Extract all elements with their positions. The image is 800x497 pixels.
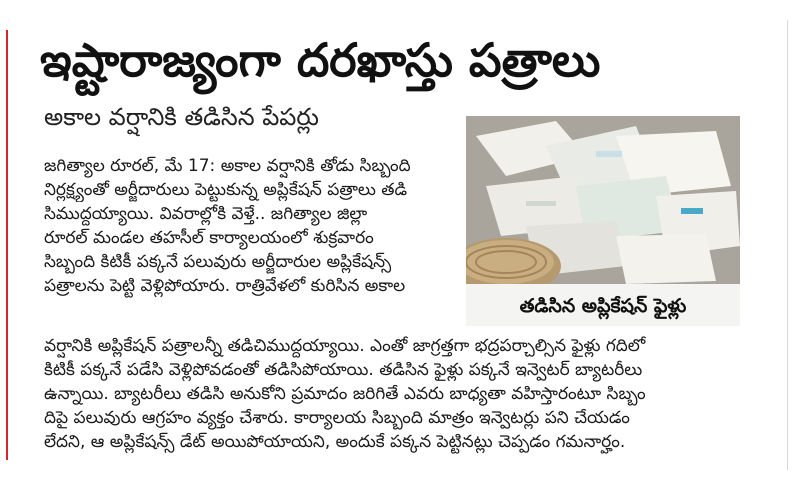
body-line: వర్షానికి అప్లికేషన్‌ పత్రాలన్నీ తడిచిముద్దయ్యాయి. ఎంతో జాగ్రత్తగా భద్రపర్చాల్సిన ఫైళ్లు గదిలో: [44, 336, 646, 356]
body-line: ఉన్నాయి. బ్యాటరీలు తడిసి అనుకోని ప్రమాదం జరిగితే ఎవరు బాధ్యతా వహిస్తారంటూ సిబ్బం: [44, 384, 646, 404]
body-line: లేదని, ఆ అప్లికేషన్స్‌ డేట్‌ అయిపోయాయని, అందుకే పక్కన పెట్టినట్లు చెప్పడం గమనార్హం.: [44, 432, 626, 452]
article-headline: ఇష్టారాజ్యంగా దరఖాస్తు పత్రాలు: [40, 33, 601, 87]
article-subheadline: అకాల వర్షానికి తడిసిన పేపర్లు: [44, 103, 319, 131]
article-body-bottom: [44, 334, 744, 454]
photo-caption: తడిసిన అప్లికేషన్‌ ఫైళ్లు: [519, 295, 687, 317]
photo-figure: [466, 116, 740, 326]
article-body-top: [44, 154, 454, 298]
body-line: రూరల్‌ మండల తహసీల్‌ కార్యాలయంలో శుక్రవారం: [44, 228, 374, 248]
body-line: జగిత్యాల రూరల్‌, మే 17: అకాల వర్షానికి తోడు సిబ్బంది: [44, 156, 411, 176]
body-line: నిర్లక్ష్యంతో అర్జీదారులు పెట్టుకున్న అప్లికేషన్‌ పత్రాలు తడి: [44, 180, 408, 200]
body-line: సిబ్బంది కిటికీ పక్కనే పలువురు అర్జీదారుల అప్లికేషన్స్‌: [44, 252, 392, 272]
body-line: పత్రాలను పెట్టి వెళ్లిపోయారు. రాత్రివేళలో కురిసిన అకాల: [44, 276, 406, 296]
body-line: సిముద్దయ్యాయి. వివరాల్లోకి వెళ్తే.. జగిత్యాల జిల్లా: [44, 204, 368, 224]
column-divider: [787, 20, 788, 470]
wet-paper-files-photo: [466, 116, 740, 284]
body-line: దిపై పలువురు ఆగ్రహం వ్యక్తం చేశారు. కార్యాలయ సిబ్బంది మాత్రం ఇన్వెటర్లు పని చేయడం: [44, 408, 630, 428]
body-line: కిటికీ పక్కనే పడేసి వెళ్లిపోవడంతో తడిసిపోయాయి. తడిసిన ఫైళ్లు పక్కనే ఇన్వెటర్‌ బ్యాటరీలు: [44, 360, 643, 380]
red-column-rule: [6, 30, 8, 460]
